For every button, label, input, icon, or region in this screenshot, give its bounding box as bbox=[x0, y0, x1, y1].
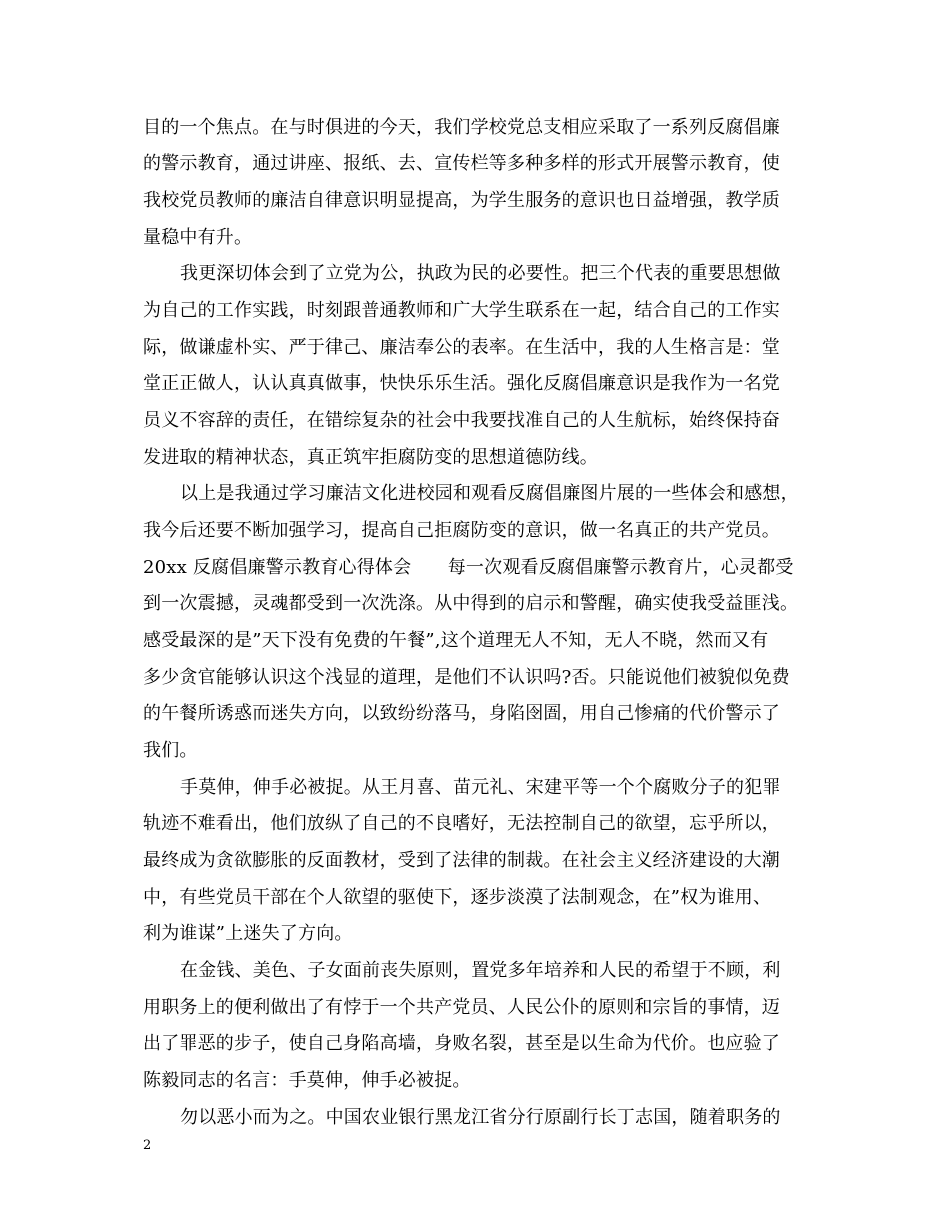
text-line: 轨迹不难看出，他们放纵了自己的不良嗜好，无法控制自己的欲望，忘乎所以， bbox=[143, 813, 780, 834]
text-line: 多少贪官能够认识这个浅显的道理，是他们不认识吗?否。只能说他们被貌似免费 bbox=[143, 667, 790, 688]
paragraph-first-line: 手莫伸，伸手必被捉。从王月喜、苗元礼、宋建平等一个个腐败分子的犯罪 bbox=[180, 777, 781, 798]
paragraph-first-line: 以上是我通过学习廉洁文化进校园和观看反腐倡廉图片展的一些体会和感想， bbox=[180, 483, 799, 504]
text-line: 我今后还要不断加强学习，提高自己拒腐防变的意识，做一名真正的共产党员。 bbox=[143, 520, 780, 541]
text-line: 中，有些党员干部在个人欲望的驱使下，逐步淡漠了法制观念，在”权为谁用、 bbox=[143, 887, 772, 908]
paragraph-first-line: 我更深切体会到了立党为公，执政为民的必要性。把三个代表的重要思想做 bbox=[180, 263, 781, 284]
text-line: 量稳中有升。 bbox=[143, 227, 253, 248]
text-line: 堂正正做人，认认真真做事，快快乐乐生活。强化反腐倡廉意识是我作为一名党 bbox=[143, 373, 780, 394]
paragraph-first-line: 在金钱、美色、子女面前丧失原则，置党多年培养和人民的希望于不顾，利 bbox=[180, 960, 781, 981]
text-line: 出了罪恶的步子，使自己身陷高墙，身败名裂，甚至是以生命为代价。也应验了 bbox=[143, 1033, 780, 1054]
text-line: 感受最深的是”天下没有免费的午餐”,这个道理无人不知，无人不晓，然而又有 bbox=[143, 630, 769, 651]
text-line: 陈毅同志的名言：手莫伸，伸手必被捉。 bbox=[143, 1070, 471, 1091]
text-line: 用职务上的便利做出了有悖于一个共产党员、人民公仆的原则和宗旨的事情，迈 bbox=[143, 997, 780, 1018]
paragraph-first-line: 勿以恶小而为之。中国农业银行黑龙江省分行原副行长丁志国，随着职务的 bbox=[180, 1107, 781, 1128]
text-line: 到一次震撼，灵魂都受到一次洗涤。从中得到的启示和警醒，确实使我受益匪浅。 bbox=[143, 593, 799, 614]
text-line: 我校党员教师的廉洁自律意识明显提高，为学生服务的意识也日益增强，教学质 bbox=[143, 190, 780, 211]
text-line: 发进取的精神状态，真正筑牢拒腐防变的思想道德防线。 bbox=[143, 447, 598, 468]
text-line: 的警示教育，通过讲座、报纸、去、宣传栏等多种多样的形式开展警示教育，使 bbox=[143, 153, 780, 174]
text-line: 员义不容辞的责任，在错综复杂的社会中我要找准自己的人生航标，始终保持奋 bbox=[143, 410, 780, 431]
text-line: 为自己的工作实践，时刻跟普通教师和广大学生联系在一起，结合自己的工作实 bbox=[143, 300, 780, 321]
text-line: 我们。 bbox=[143, 740, 198, 761]
text-line: 的午餐所诱惑而迷失方向，以致纷纷落马，身陷囹圄，用自己惨痛的代价警示了 bbox=[143, 703, 780, 724]
text-line: 利为谁谋”上迷失了方向。 bbox=[143, 923, 353, 944]
section-title-line: 20xx 反腐倡廉警示教育心得体会 每一次观看反腐倡廉警示教育片，心灵都受 bbox=[143, 557, 794, 578]
text-line: 目的一个焦点。在与时俱进的今天，我们学校党总支相应采取了一系列反腐倡廉 bbox=[143, 117, 780, 138]
text-line: 最终成为贪欲膨胀的反面教材，受到了法律的制裁。在社会主义经济建设的大潮 bbox=[143, 850, 780, 871]
page-number: 2 bbox=[143, 1138, 152, 1153]
text-line: 际，做谦虚朴实、严于律己、廉洁奉公的表率。在生活中，我的人生格言是：堂 bbox=[143, 337, 780, 358]
